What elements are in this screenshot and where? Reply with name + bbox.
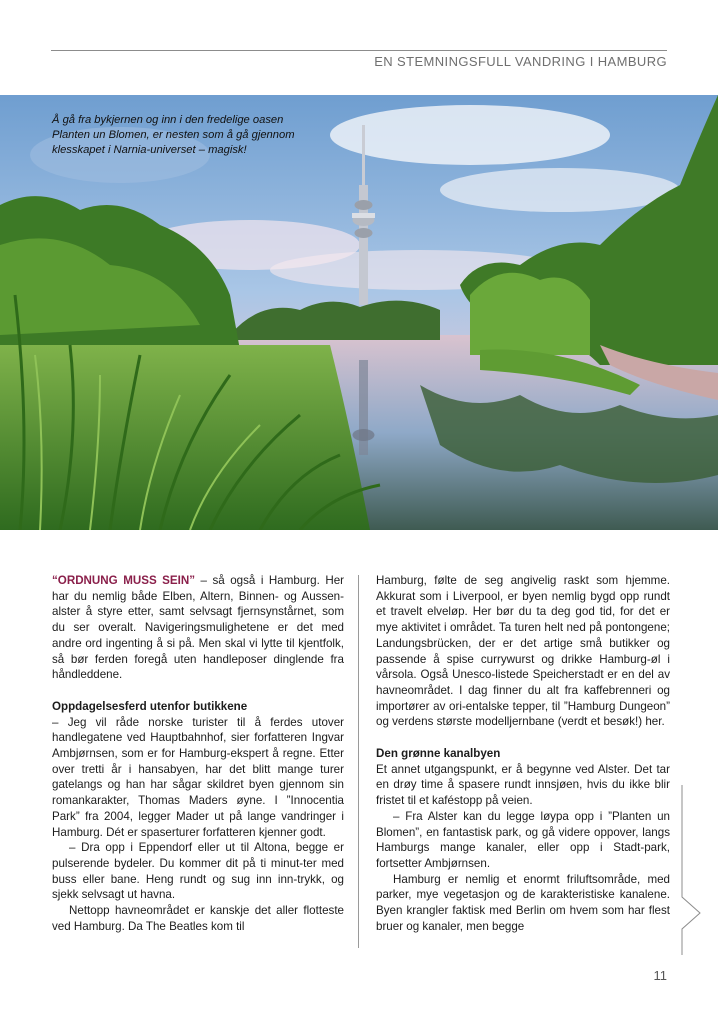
page-number: 11 (653, 968, 667, 983)
body-paragraph: – Fra Alster kan du legge løypa opp i ”Planten un Blomen”, en fantastisk park, og gå videre oppover, langs Hamburgs mange kanaler, eller opp i Stadt-park, fortsetter Ambjørnsen. (376, 809, 670, 870)
article-column-left (52, 573, 344, 934)
article-column-right (376, 573, 670, 934)
hero-photo (0, 95, 718, 530)
header-rule (51, 50, 667, 51)
section-heading: Den grønne kanalbyen (376, 747, 501, 761)
running-header-title: EN STEMNINGSFULL VANDRING I HAMBURG (374, 54, 667, 69)
body-paragraph: – Dra opp i Eppendorf eller ut til Altona, begge er pulserende bydeler. Du kommer dit på ti minut-ter med buss eller bane. Heng rundt og sug inn inn-trykk, og sjekk selvsagt ut havna. (52, 841, 344, 902)
body-paragraph: Hamburg er nemlig et enormt friluftsområde, med parker, mye vegetasjon og de karakteristiske kanalene. Byen krangler faktisk med Berlin om hvem som har flest bruer og kanaler, men begge (376, 872, 670, 933)
body-paragraph: – Jeg vil råde norske turister til å ferdes utover handlegatene ved Hauptbahnhof, sier forfatteren Ingvar Ambjørnsen, som er for Hamburg-ekspert å regne. Etter over tretti år i hansabyen, har det blitt mange turer gatelangs og han har sågar skildret byen gjennom sin romankarakter, Thomas Maders øyne. I ”Innocentia Park” fra 2004, legger Mader ut på lange vandringer i Hamburg. Dét er spaserturer forfatteren kjenner godt. (52, 715, 344, 839)
intro-kicker: “ORDNUNG MUSS SEIN” (52, 574, 196, 587)
intro-paragraph (52, 573, 344, 683)
photo-caption: Å gå fra bykjernen og inn i den fredelige oasen Planten un Blomen, er nesten som å gå gjennom klesskapet i Narnia-universet – magisk! (52, 114, 295, 156)
section-heading: Oppdagelsesferd utenfor butikkene (52, 699, 248, 713)
body-paragraph: Hamburg, følte de seg angivelig raskt som hjemme. Akkurat som i Liverpool, er byen nemlig bygd opp rundt et travelt elveløp. Her bør du ta deg god tid, for det er mye aktivitet i området. Ta turen helt ned på pontongene; Landungsbrücken, der er det artige små butikker og passende å spise currywurst og drikke Hamburg-øl i vårsola. Også Unesco-listede Speicherstadt er en del av havneområdet. I dag finner du alt fra kaffebrenneri og importører av ori-entalske tepper, til ”Hamburg Dungeon” og verdens største modelljernbane (verdt et besøk!) her. (376, 574, 670, 729)
intro-text: – så også i Hamburg. Her har du nemlig både Elben, Altern, Binnen- og Aussen-alster å styre etter, samt selvsagt fjernsynstårnet, som du ser overalt. Navigeringsmulighetene er det med andre ord ingenting å si på. Men skal vi lytte til kjentfolk, så bør ferden foregå uten handleposer dinglende fra håndleddene. (52, 574, 344, 682)
body-paragraph: Nettopp havneområdet er kanskje det aller flotteste ved Hamburg. Da The Beatles kom til (52, 904, 344, 933)
body-paragraph: Et annet utgangspunkt, er å begynne ved Alster. Det tar en drøy time å spasere rundt innsjøen, hvis du ikke blir fristet til et kaféstopp på veien. (376, 762, 670, 808)
continue-arrow-icon (680, 785, 702, 955)
park-landscape-illustration (0, 95, 718, 530)
column-divider (358, 575, 359, 948)
